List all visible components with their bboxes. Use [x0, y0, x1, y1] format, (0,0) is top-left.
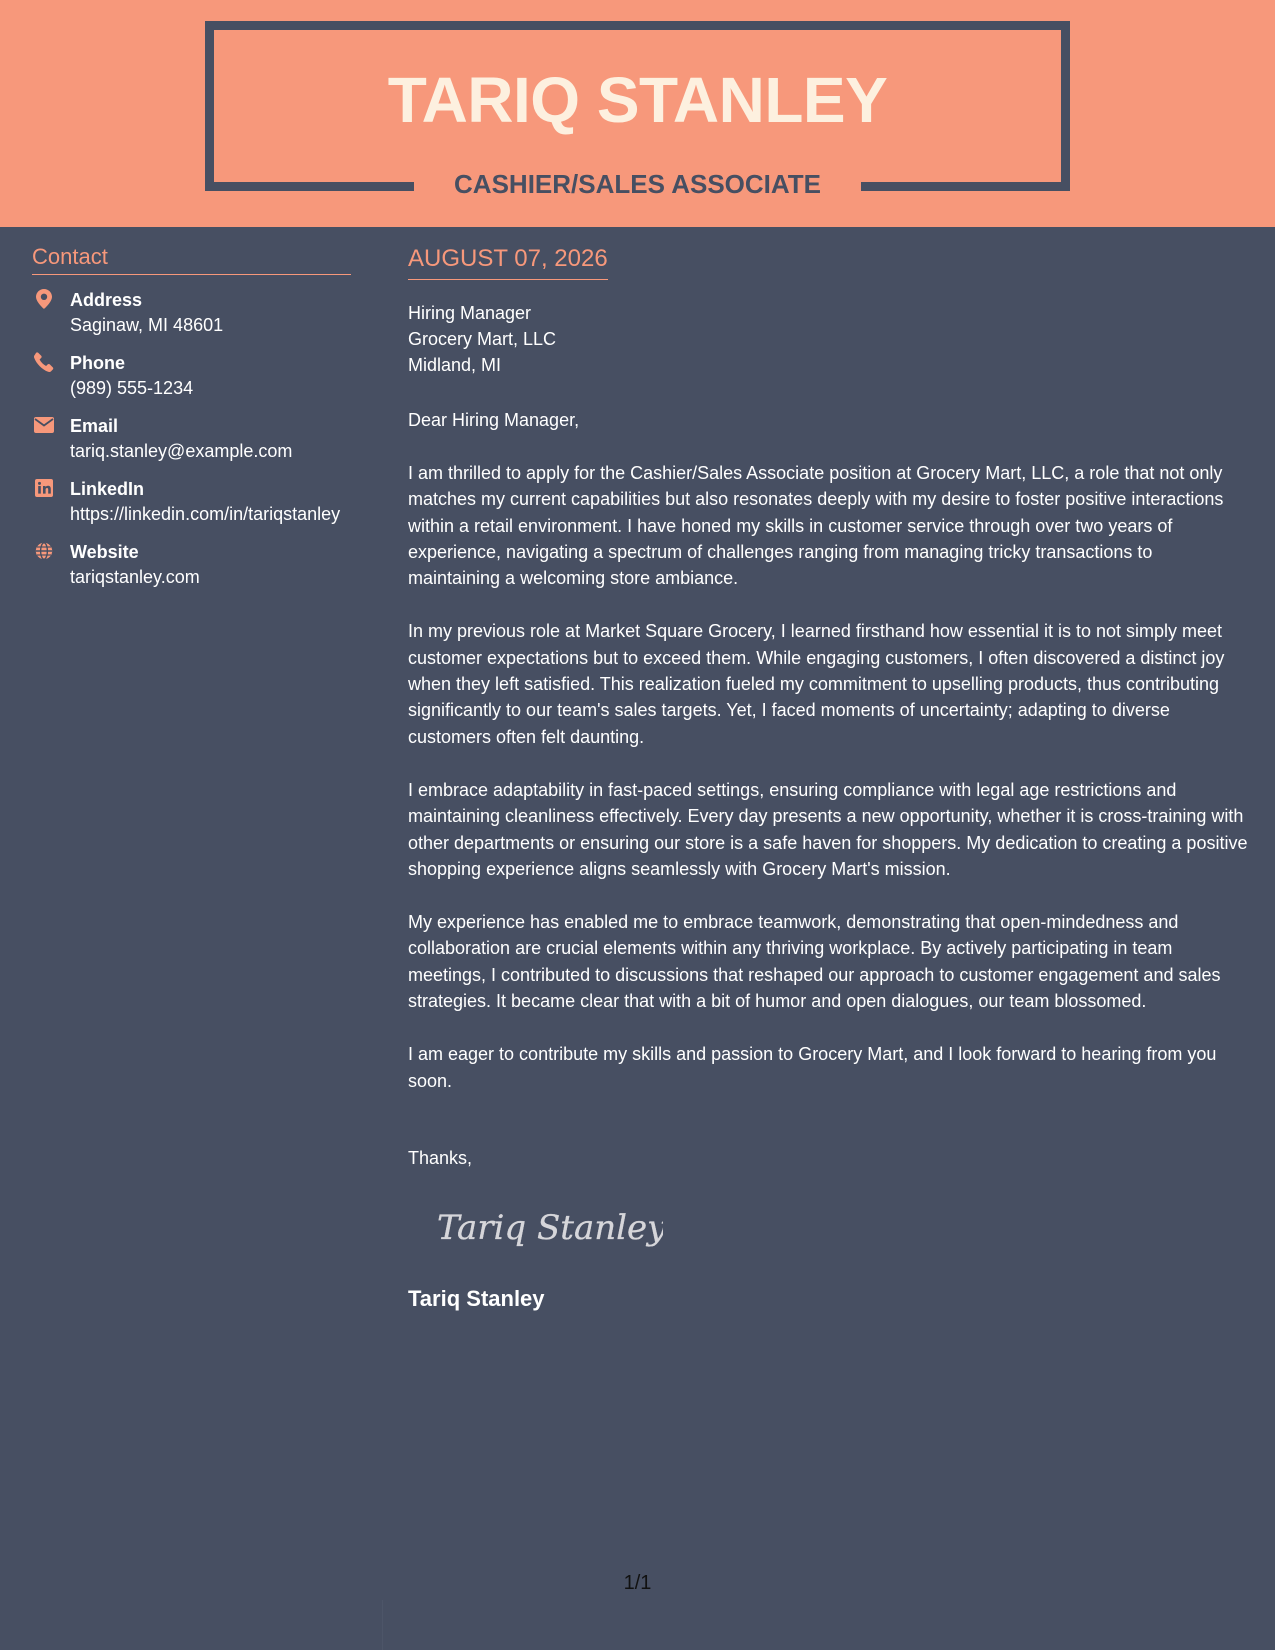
page-number: 1/1 [623, 1572, 652, 1594]
contact-value: Saginaw, MI 48601 [70, 315, 224, 335]
contact-item-linkedin [32, 476, 351, 527]
body-paragraph: I am thrilled to apply for the Cashier/Sales Associate position at Grocery Mart, LLC, a role that not only matches my current capabilities but also resonates deeply with my desire to foster positive interactions within a retail environment. I have honed my skills in customer service through over two years of experience, navigating a spectrum of challenges ranging from managing tricky transactions to maintaining a welcoming store ambiance. [408, 463, 1224, 589]
letter-body [408, 243, 1248, 1314]
closing: Thanks, [408, 1147, 473, 1168]
globe-icon [34, 541, 54, 561]
contact-label: Phone [70, 353, 126, 373]
signer-name: Tariq Stanley [408, 1285, 545, 1311]
recipient-line: Hiring Manager [408, 303, 532, 323]
contact-value: tariq.stanley@example.com [70, 441, 293, 461]
contact-heading: Contact [32, 243, 351, 275]
recipient-block [408, 300, 1248, 378]
contact-item-phone [32, 350, 351, 401]
envelope-icon [34, 415, 54, 435]
contact-item-website [32, 539, 351, 590]
body-paragraph: I am eager to contribute my skills and passion to Grocery Mart, and I look forward to hearing from you soon. [408, 1044, 1217, 1091]
contact-label: LinkedIn [70, 479, 145, 499]
column-divider [382, 1600, 383, 1650]
header-frame-top [205, 21, 1070, 30]
letter-date: AUGUST 07, 2026 [408, 243, 608, 280]
body-paragraph: I embrace adaptability in fast-paced settings, ensuring compliance with legal age restrictions and maintaining cleanliness effectively. Every day presents a new opportunity, whether it is cross-training with other departments or ensuring our store is a safe haven for shoppers. My dedication to creating a positive shopping experience aligns seamlessly with Grocery Mart's mission. [408, 779, 1248, 879]
header-frame-bottom-right [861, 182, 1070, 191]
header-frame-right [1061, 21, 1070, 191]
applicant-name: TARIQ STANLEY [387, 64, 888, 136]
handwritten-signature [433, 1199, 663, 1255]
contact-label: Address [70, 290, 143, 310]
contact-label: Email [70, 416, 119, 436]
contact-value: (989) 555-1234 [70, 378, 194, 398]
contact-value: https://linkedin.com/in/tariqstanley [70, 504, 341, 524]
body-paragraph: My experience has enabled me to embrace teamwork, demonstrating that open-mindedness and collaboration are crucial elements within any thriving workplace. By actively participating in team meetings, I contributed to discussions that reshaped our approach to customer engagement and sales strategies. It became clear that with a bit of humor and open dialogues, our team blossomed. [408, 912, 1221, 1012]
contact-list [32, 287, 351, 590]
recipient-line: Midland, MI [408, 355, 502, 375]
header-frame-bottom-left [205, 182, 414, 191]
contact-item-address [32, 287, 351, 338]
map-pin-icon [34, 289, 54, 309]
recipient-line: Grocery Mart, LLC [408, 329, 557, 349]
header-frame-left [205, 21, 214, 191]
phone-icon [34, 352, 54, 372]
header-band [0, 0, 1275, 227]
linkedin-icon [34, 478, 54, 498]
salutation: Dear Hiring Manager, [408, 410, 580, 430]
contact-sidebar [32, 243, 351, 602]
signature-text: Tariq Stanley [437, 1207, 663, 1248]
job-title: CASHIER/SALES ASSOCIATE [454, 169, 821, 199]
contact-item-email [32, 413, 351, 464]
contact-value: tariqstanley.com [70, 567, 200, 587]
contact-label: Website [70, 542, 139, 562]
body-paragraph: In my previous role at Market Square Grocery, I learned firsthand how essential it is to not simply meet customer expectations but to exceed them. While engaging customers, I often discovered a distinct joy when they left satisfied. This realization fueled my commitment to upselling products, thus contributing significantly to our team's sales targets. Yet, I faced moments of uncertainty; adapting to diverse customers often felt daunting. [408, 621, 1225, 747]
